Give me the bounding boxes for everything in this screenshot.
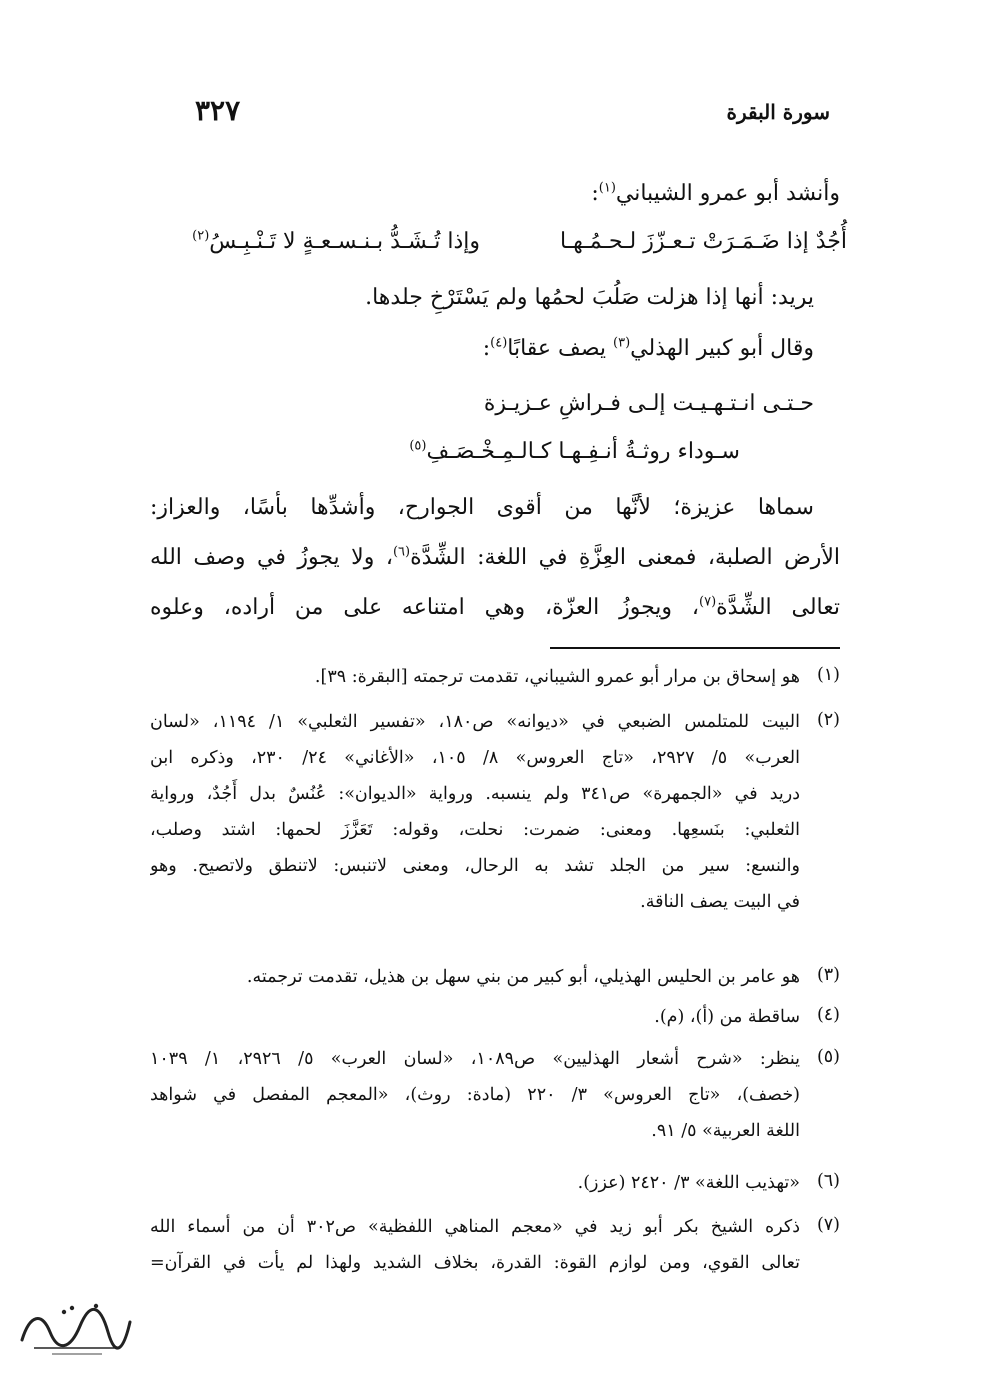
text-line xyxy=(150,170,840,218)
text-span: وأنشد أبو عمرو الشيباني xyxy=(615,181,840,206)
text-span: وقال أبو كبير الهذلي xyxy=(630,336,814,361)
publisher-logo xyxy=(12,1292,137,1362)
footnote-number: (١) xyxy=(816,665,840,685)
footnote-line: دريد في «الجمهرة» ص٣٤١ ولم ينسبه. ورواية «الديوان»: عُنُسٌ بدل أَجُدٌ، ورواية xyxy=(150,784,800,804)
footnote-line: ينظر: «شرح أشعار الهذليين» ص١٠٨٩، «لسان العرب» ٥/ ٢٩٢٦، ١/ ١٠٣٩ xyxy=(150,1049,800,1069)
page-header xyxy=(195,94,830,140)
footnote-ref: (٤) xyxy=(490,335,508,351)
footnote-divider xyxy=(550,647,840,649)
footnote-number: (٢) xyxy=(816,710,840,730)
text-line xyxy=(150,584,840,632)
footnote-line: ذكره الشيخ بكر أبو زيد في «معجم المناهي اللفظية» ص٣٠٢ أن من أسماء الله xyxy=(150,1217,800,1237)
page-number: ٣٢٧ xyxy=(195,94,241,127)
footnote-line: اللغة العربية» ٥/ ٩١. xyxy=(651,1121,800,1141)
verse-hemistich: أُجُدٌ إذا ضَـمَـرَتْ تـعـزّزَ لـحـمُـهـا xyxy=(559,229,847,254)
footnote-number: (٦) xyxy=(816,1171,840,1191)
text-line: سماها عزيزة؛ لأنَّها من أقوى الجوارح، وأشدِّها بأسًا، والعزاز: xyxy=(150,495,814,520)
footnote-line: البيت للمتلمس الضبعي في «ديوانه» ص١٨٠، «تفسير الثعلبي» ١/ ١١٩٤، «لسان xyxy=(150,712,800,732)
verse-hemistich xyxy=(150,218,480,266)
footnote-number: (٣) xyxy=(816,965,840,985)
text-span: وإذا تُـشَـدُّ بـنـسـعـةٍ لا تَـنْـبِـسُ xyxy=(209,229,480,254)
footnote-line: (خصف)، «تاج العروس» ٣/ ٢٢٠ (مادة: روث)، «المعجم المفصل في شواهد xyxy=(150,1085,800,1105)
footnote-ref: (٢) xyxy=(192,228,210,244)
footnote-ref: (٥) xyxy=(409,438,427,454)
footnote-line: الثعلبي: بنَسعِها. ومعنى: ضمرت: نحلت، وقوله: تَعَزَّزَ لحمها: اشتد وصلب، xyxy=(150,820,800,840)
sura-title: سورة البقرة xyxy=(726,100,830,124)
footnote-line: والنسع: سير من الجلد تشد به الرحال، ومعنى لاتنبس: لاتنطق ولاتصيح. وهو xyxy=(150,856,800,876)
text-span: الأرض الصلبة، فمعنى العِزَّةِ في اللغة: الشِّدَّة xyxy=(410,545,840,570)
verse-line xyxy=(150,428,740,476)
text-span: ، ولا يجوزُ في وصف الله xyxy=(150,545,393,570)
text-line xyxy=(150,325,814,373)
text-span: تعالى الشِّدَّة xyxy=(716,595,841,620)
footnote-line: هو إسحاق بن مرار أبو عمرو الشيباني، تقدمت ترجمته [البقرة: ٣٩]. xyxy=(314,667,800,687)
text-span: يصف عقابًا xyxy=(507,336,614,361)
text-line xyxy=(150,534,840,582)
text-span: سـوداء روثـةُ أنـفِـهـا كـالـمِـخْـصَـفِ xyxy=(426,439,740,464)
footnote-ref: (٣) xyxy=(613,335,631,351)
text-span: ، ويجوزُ العزّة، وهي امتناعه على من أراده، وعلوه xyxy=(150,595,699,620)
footnote-line: العرب» ٥/ ٢٩٢٧، «تاج العروس» ٨/ ١٠٥، «الأغاني» ٢٤/ ٢٣٠، وذكره ابن xyxy=(150,748,800,768)
footnote-line: هو عامر بن الحليس الهذيلي، أبو كبير من بني سهل بن هذيل، تقدمت ترجمته. xyxy=(246,967,800,987)
footnote-line: تعالى القوي، ومن لوازم القوة: القدرة، بخلاف الشديد ولهذا لم يأت في القرآن= xyxy=(150,1253,800,1273)
verse-line xyxy=(150,218,847,266)
text-span: : xyxy=(591,181,599,206)
footnote-number: (٤) xyxy=(816,1005,840,1025)
text-line: يريد: أنها إذا هزلت صَلُبَ لحمُها ولم يَسْتَرْخِ جلدها. xyxy=(365,285,814,310)
footnote-line: ساقطة من (أ)، (م). xyxy=(654,1007,800,1027)
footnote-number: (٥) xyxy=(816,1047,840,1067)
footnote-number: (٧) xyxy=(816,1215,840,1235)
footnote-line: في البيت يصف الناقة. xyxy=(640,892,800,912)
footnote-ref: (٦) xyxy=(392,544,411,560)
footnote-line: «تهذيب اللغة» ٣/ ٢٤٢٠ (عزز). xyxy=(577,1173,800,1193)
footnote-ref: (٧) xyxy=(699,594,717,610)
text-span: : xyxy=(482,336,491,361)
verse-line: حـتـى انـتـهـيـت إلـى فـراشِ عـزيـزة xyxy=(483,391,814,416)
footnote-ref: (١) xyxy=(598,180,616,196)
